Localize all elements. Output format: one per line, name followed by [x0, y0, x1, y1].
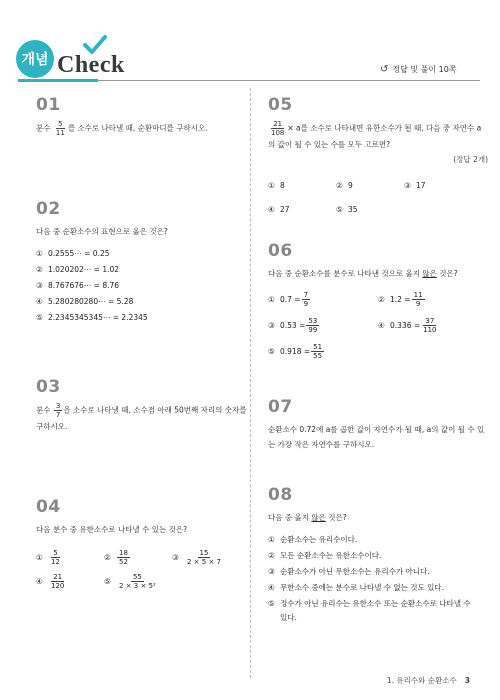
- fraction: [412, 291, 425, 308]
- choice-marker: ③: [404, 180, 411, 190]
- refresh-icon: ↺: [380, 64, 389, 75]
- question-number: 03: [36, 377, 61, 397]
- choice-marker: ③: [172, 552, 179, 562]
- frac-den: 9: [415, 299, 421, 308]
- question-05: [268, 96, 488, 219]
- answer-link[interactable]: [380, 64, 457, 75]
- choice-marker: ⑤: [268, 599, 275, 608]
- choice-marker: ④: [378, 320, 385, 330]
- choice-text: 27: [280, 204, 290, 214]
- question-text: 다음 분수 중 유한소수로 나타낼 수 있는 것은?: [36, 525, 188, 534]
- fraction: [311, 343, 324, 360]
- choice-lhs: 0.5̇3̇ =: [280, 320, 306, 330]
- choice-list: [268, 175, 488, 219]
- choice-text: 5.280280280⋯ = 5.2̇8̇: [48, 297, 134, 306]
- question-text: 다음 중 순환소수의 표현으로 옳은 것은?: [36, 227, 168, 236]
- choice-text: 모든 순환소수는 유한소수이다.: [280, 551, 382, 560]
- question-08: [268, 486, 488, 627]
- choice-lhs: 1.2̇ =: [390, 294, 411, 304]
- answer-link-label: 정답 및 풀이 10쪽: [392, 65, 457, 74]
- choice-list: [36, 547, 256, 591]
- text-part: 다음 중 순환소수를 분수로 나타낸 것으로 옳지: [268, 269, 423, 278]
- fraction: [117, 573, 158, 590]
- question-number: 07: [268, 397, 293, 417]
- frac-num: 7: [303, 290, 309, 299]
- question-01: [36, 96, 256, 137]
- fraction: [269, 120, 286, 137]
- choice-lhs: 0.7̇ =: [280, 294, 301, 304]
- page-footer: [387, 675, 470, 686]
- choice-text: 순환소수는 유리수이다.: [280, 535, 358, 544]
- choice-1[interactable]: [268, 175, 336, 195]
- choice-text: 35: [348, 204, 358, 214]
- frac-den: 2 × 5 × 7: [187, 557, 221, 566]
- header-rule: [98, 80, 480, 81]
- frac-num: 53: [308, 316, 318, 325]
- question-04: [36, 498, 256, 591]
- choice-marker: ⑤: [268, 346, 275, 356]
- question-text: [36, 120, 256, 137]
- choice-marker: ①: [36, 552, 43, 562]
- choice-text: 8: [280, 180, 285, 190]
- choice-marker: ③: [268, 567, 275, 576]
- frac-den: 99: [308, 325, 318, 334]
- choice-4[interactable]: [268, 581, 488, 595]
- question-02: [36, 200, 256, 327]
- frac-den: 110: [423, 325, 437, 334]
- frac-den: 11: [55, 129, 65, 137]
- choice-list: [268, 533, 488, 625]
- choice-marker: ①: [268, 294, 275, 304]
- choice-marker: ③: [268, 320, 275, 330]
- choice-5[interactable]: [268, 597, 488, 625]
- choice-text: 정수가 아닌 유리수는 유한소수 또는 순환소수로 나타낼 수 있다.: [280, 599, 471, 622]
- choice-marker: ①: [268, 535, 275, 544]
- frac-den: 9: [303, 299, 309, 308]
- choice-3[interactable]: [172, 547, 256, 567]
- choice-marker: ①: [268, 180, 275, 190]
- choice-list: [36, 247, 256, 325]
- underlined-text: 않은: [422, 269, 437, 278]
- choice-marker: ④: [268, 204, 275, 214]
- choice-lhs: 0.9̇18̇ =: [280, 346, 311, 356]
- fraction: [306, 317, 319, 334]
- choice-marker: ④: [36, 297, 43, 306]
- frac-den: 2 × 3 × 5²: [119, 581, 156, 590]
- choice-2[interactable]: [104, 547, 172, 567]
- text-part: 것은?: [325, 513, 347, 522]
- underlined-text: 않은: [311, 513, 326, 522]
- chapter-title: 1. 유리수와 순환소수: [386, 676, 457, 685]
- question-number: 04: [36, 497, 61, 517]
- choice-marker: ④: [36, 576, 43, 586]
- header-accent-rule: [18, 79, 98, 82]
- frac-den: 7: [55, 411, 61, 419]
- frac-num: 55: [132, 572, 142, 581]
- choice-text: 2.2345345345⋯ = 2.23̇45̇: [48, 313, 148, 322]
- choice-marker: ②: [268, 551, 275, 560]
- fraction: [421, 317, 438, 334]
- choice-marker: ②: [378, 294, 385, 304]
- choice-marker: ②: [104, 552, 111, 562]
- question-text: 순환소수 0.72̇에 a를 곱한 값이 자연수가 될 때, a의 값이 될 수 있는 가장 작은 자연수를 구하시오.: [268, 425, 485, 449]
- concept-badge: [16, 40, 54, 78]
- choice-5[interactable]: [268, 341, 378, 361]
- choice-text: 순환소수가 아닌 무한소수는 유리수가 아니다.: [280, 567, 430, 576]
- choice-5[interactable]: [104, 571, 172, 591]
- question-text: [268, 510, 488, 525]
- choice-marker: ④: [268, 583, 275, 592]
- frac-num: 3: [55, 402, 61, 410]
- choice-2[interactable]: [378, 289, 488, 309]
- choice-text: 9: [348, 180, 353, 190]
- choice-1[interactable]: [36, 547, 104, 567]
- frac-den: 120: [51, 581, 65, 590]
- fraction: [117, 549, 130, 566]
- choice-marker: ①: [36, 249, 43, 258]
- choice-marker: ⑤: [104, 576, 111, 586]
- choice-lhs: 0.33̇6̇ =: [390, 320, 421, 330]
- choice-4[interactable]: [36, 295, 256, 309]
- frac-num: 11: [413, 290, 423, 299]
- frac-num: 37: [425, 316, 435, 325]
- question-number: 08: [268, 485, 293, 505]
- frac-den: 108: [271, 129, 285, 137]
- choice-4[interactable]: [378, 315, 488, 335]
- choice-5[interactable]: [336, 199, 404, 219]
- frac-num: 51: [313, 342, 323, 351]
- choice-1[interactable]: [268, 289, 378, 309]
- choice-1[interactable]: [268, 533, 488, 547]
- question-number: 02: [36, 199, 61, 219]
- question-text: [36, 402, 256, 434]
- text-suffix: 을 소수로 나타낼 때, 소수점 아래 50번째 자리의 숫자를 구하시오.: [36, 405, 247, 431]
- choice-text: 0.2555⋯ = 0.25̇: [48, 249, 110, 258]
- page-header: [0, 0, 500, 80]
- choice-1[interactable]: [36, 247, 256, 261]
- choice-3[interactable]: [268, 565, 488, 579]
- choice-text: 17: [416, 180, 426, 190]
- question-number: 01: [36, 95, 61, 115]
- question-number: 05: [268, 95, 293, 115]
- choice-marker: ⑤: [36, 313, 43, 322]
- question-03: [36, 378, 256, 434]
- question-06: [268, 242, 488, 361]
- frac-den: 55: [313, 351, 323, 360]
- choice-list: [268, 289, 488, 361]
- text-suffix: 를 소수로 나타낼 때, 순환마디를 구하시오.: [67, 123, 208, 133]
- frac-num: 5: [58, 120, 63, 128]
- choice-marker: ③: [36, 281, 43, 290]
- question-text: [268, 266, 488, 281]
- page-number: 3: [464, 676, 470, 685]
- choice-3[interactable]: [268, 315, 378, 335]
- fraction: [54, 120, 67, 137]
- logo-text: Check: [57, 52, 125, 78]
- frac-num: 18: [119, 548, 128, 557]
- choice-2[interactable]: [336, 175, 404, 195]
- text-part: 것은?: [436, 269, 458, 278]
- text-suffix: × a를 소수로 나타내면 유한소수가 될 때, 다음 중 자연수 a의 값이 될 수 있는 수를 모두 고르면?: [268, 123, 482, 149]
- choice-2[interactable]: [36, 263, 256, 277]
- badge-label: 개념: [21, 52, 49, 68]
- choice-text: 8.767676⋯ = 8.7̇6̇: [48, 281, 120, 290]
- frac-num: 21: [53, 572, 63, 581]
- choice-4[interactable]: [36, 571, 104, 591]
- choice-2[interactable]: [268, 549, 488, 563]
- question-07: [268, 398, 488, 452]
- question-text: [268, 120, 488, 152]
- text-prefix: 분수: [36, 123, 51, 133]
- choice-4[interactable]: [268, 199, 336, 219]
- frac-num: 21: [273, 120, 283, 128]
- choice-text: 1.020202⋯ = 1.0̇2̇: [48, 265, 120, 274]
- text-part: 다음 중 옳지: [268, 513, 312, 522]
- choice-text: 무한소수 중에는 분수로 나타낼 수 없는 것도 있다.: [280, 583, 444, 592]
- choice-5[interactable]: [36, 311, 256, 325]
- choice-marker: ②: [36, 265, 43, 274]
- frac-num: 15: [199, 548, 209, 557]
- fraction: [302, 291, 310, 308]
- answer-condition: (정답 2개): [453, 155, 488, 164]
- frac-den: 52: [119, 557, 128, 566]
- frac-den: 12: [51, 557, 60, 566]
- fraction: [54, 402, 62, 419]
- choice-3[interactable]: [36, 279, 256, 293]
- choice-3[interactable]: [404, 175, 488, 195]
- frac-num: 5: [53, 548, 58, 557]
- choice-marker: ②: [336, 180, 343, 190]
- fraction: [185, 549, 223, 566]
- fraction: [49, 549, 62, 566]
- choice-marker: ⑤: [336, 204, 343, 214]
- fraction: [49, 573, 66, 590]
- question-number: 06: [268, 241, 293, 261]
- text-prefix: 분수: [36, 405, 51, 415]
